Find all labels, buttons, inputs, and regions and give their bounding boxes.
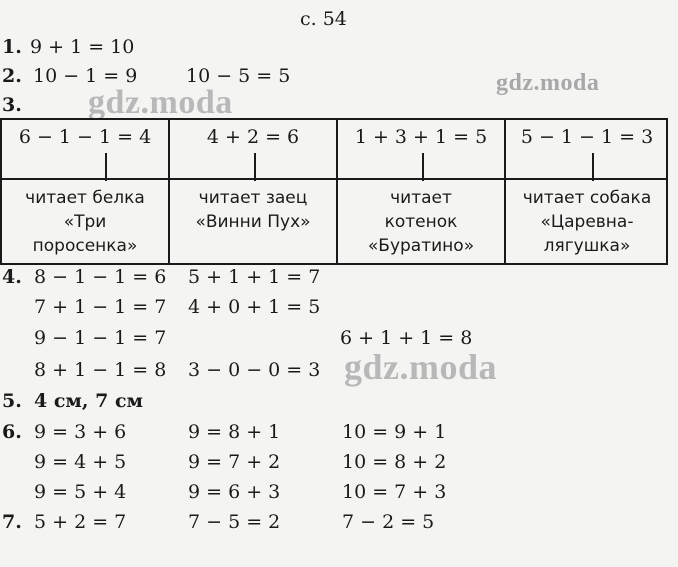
- task-7-expression: 5 + 2 = 7: [34, 511, 127, 533]
- task-4-number: 4.: [2, 266, 22, 288]
- task-6-expression: 9 = 5 + 4: [34, 481, 127, 503]
- task-4-expression: 8 + 1 − 1 = 8: [34, 359, 167, 381]
- task-7-expression: 7 − 5 = 2: [188, 511, 281, 533]
- table-column: [338, 120, 506, 263]
- table-cell: [506, 186, 668, 258]
- task-3-table: [0, 118, 668, 265]
- table-cell: [170, 186, 336, 234]
- page-number: с. 54: [300, 8, 347, 30]
- task-4-expression: 5 + 1 + 1 = 7: [188, 266, 321, 288]
- task-6-expression: 10 = 8 + 2: [342, 451, 447, 473]
- task-6-expression: 9 = 3 + 6: [34, 421, 127, 443]
- task-2-expression: 10 − 1 = 9: [33, 65, 138, 87]
- task-3-number: 3.: [2, 94, 22, 116]
- cell-line: «Царевна-: [540, 212, 634, 232]
- cell-line: «Винни Пух»: [195, 212, 311, 232]
- task-6-expression: 10 = 9 + 1: [342, 421, 447, 443]
- cell-line: читает собака: [522, 188, 652, 208]
- task-4-expression: 4 + 0 + 1 = 5: [188, 296, 321, 318]
- table-column: [506, 120, 668, 263]
- cell-line: читает белка: [25, 188, 145, 208]
- task-4-expression: 7 + 1 − 1 = 7: [34, 296, 167, 318]
- watermark: gdz.moda: [88, 84, 233, 121]
- connector-line: [592, 153, 594, 181]
- task-2-expression: 10 − 5 = 5: [186, 65, 291, 87]
- task-7-number: 7.: [2, 511, 22, 533]
- task-4-expression: 8 − 1 − 1 = 6: [34, 266, 167, 288]
- task-2-number: 2.: [2, 65, 22, 87]
- task-6-expression: 9 = 8 + 1: [188, 421, 281, 443]
- cell-line: читает: [390, 188, 452, 208]
- table-equation: 6 − 1 − 1 = 4: [18, 126, 152, 148]
- task-6-expression: 10 = 7 + 3: [342, 481, 447, 503]
- table-cell: [2, 186, 168, 258]
- cell-line: лягушка»: [543, 236, 631, 256]
- watermark: gdz.moda: [344, 347, 498, 387]
- task-5-answer: 4 см, 7 см: [34, 390, 144, 412]
- task-6-number: 6.: [2, 421, 22, 443]
- task-4-expression: 6 + 1 + 1 = 8: [340, 327, 473, 349]
- task-6-expression: 9 = 4 + 5: [34, 451, 127, 473]
- task-6-expression: 9 = 6 + 3: [188, 481, 281, 503]
- task-4-expression: 3 − 0 − 0 = 3: [188, 359, 321, 381]
- cell-line: котенок: [384, 212, 458, 232]
- table-column: [170, 120, 338, 263]
- task-4-expression: 9 − 1 − 1 = 7: [34, 327, 167, 349]
- task-1-expression: 9 + 1 = 10: [30, 36, 135, 58]
- cell-line: читает заец: [198, 188, 308, 208]
- table-equation: 1 + 3 + 1 = 5: [354, 126, 488, 148]
- cell-line: поросенка»: [32, 236, 138, 256]
- connector-line: [105, 153, 107, 181]
- task-5-number: 5.: [2, 390, 22, 412]
- cell-line: «Три: [63, 212, 107, 232]
- watermark: gdz.moda: [496, 70, 600, 96]
- task-1-number: 1.: [2, 36, 22, 58]
- table-column: [2, 120, 170, 263]
- cell-line: «Буратино»: [367, 236, 475, 256]
- task-7-expression: 7 − 2 = 5: [342, 511, 435, 533]
- task-6-expression: 9 = 7 + 2: [188, 451, 281, 473]
- connector-line: [422, 153, 424, 181]
- table-equation: 5 − 1 − 1 = 3: [520, 126, 654, 148]
- connector-line: [254, 153, 256, 181]
- table-equation: 4 + 2 = 6: [206, 126, 300, 148]
- table-cell: [338, 186, 504, 258]
